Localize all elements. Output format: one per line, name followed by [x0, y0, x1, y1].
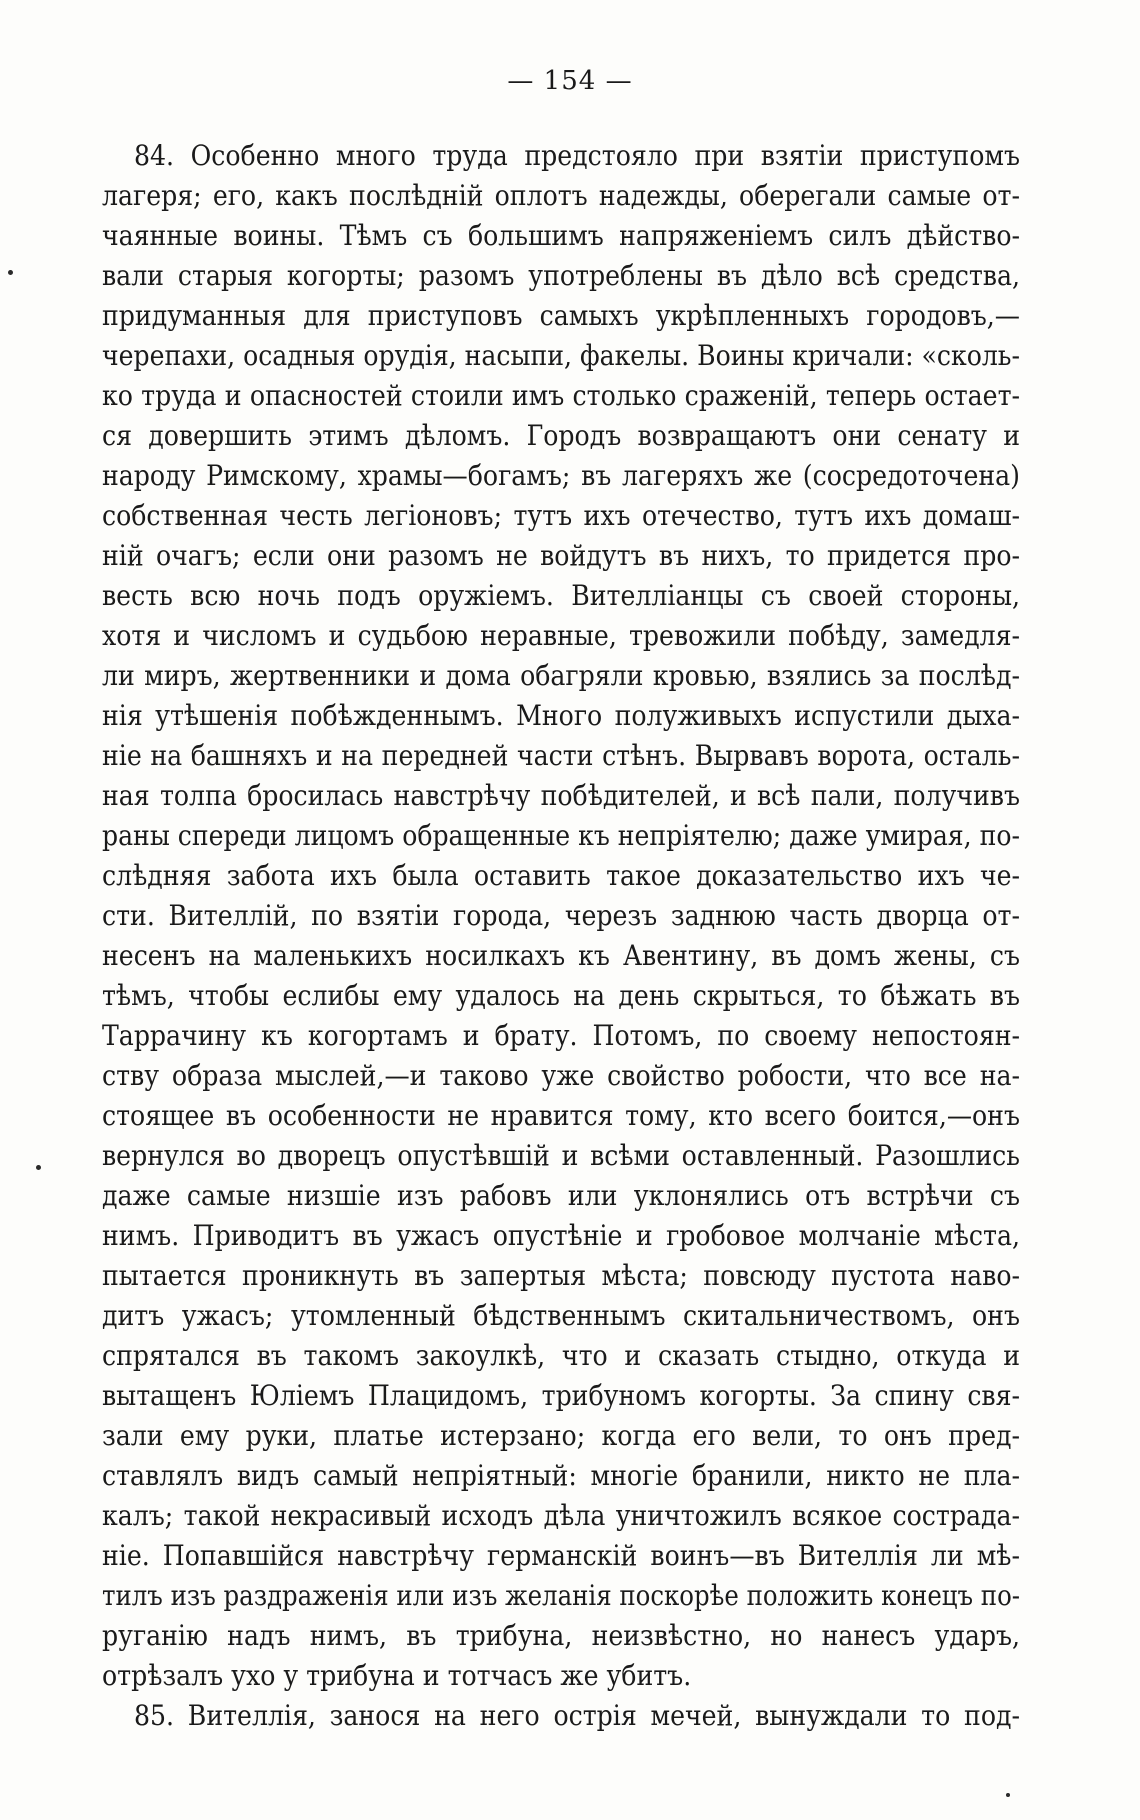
text-line: зали ему руки, платье истерзано; когда его вели, то онъ пред-	[102, 1419, 1020, 1452]
text-line: Таррачину къ когортамъ и брату. Потомъ, по своему непостоян-	[102, 1019, 1020, 1052]
text-line: стоящее въ особенности не нравится тому, кто всего боится,—онъ	[102, 1099, 1020, 1132]
text-line: ся довершить этимъ дѣломъ. Городъ возвращаютъ они сенату и	[102, 419, 1020, 452]
text-line: дитъ ужасъ; утомленный бѣдственнымъ скитальничествомъ, онъ	[102, 1299, 1020, 1332]
text-line: калъ; такой некрасивый исходъ дѣла уничтожилъ всякое сострада-	[102, 1499, 1020, 1532]
text-line: черепахи, осадныя орудія, насыпи, факелы. Воины кричали: «сколь-	[102, 339, 1020, 372]
text-line: слѣдняя забота ихъ была оставить такое доказательство ихъ че-	[102, 859, 1020, 892]
text-line: отрѣзалъ ухо у трибуна и тотчасъ же убитъ.	[102, 1659, 692, 1692]
text-line: 85. Вителлія, занося на него острія мечей, вынуждали то под-	[134, 1699, 1020, 1732]
text-line: тѣмъ, чтобы еслибы ему удалось на день скрыться, то бѣжать въ	[102, 979, 1020, 1012]
text-line: хотя и числомъ и судьбою неравные, тревожили побѣду, замедля-	[102, 619, 1020, 652]
text-line: придуманныя для приступовъ самыхъ укрѣпленныхъ городовъ,—	[102, 299, 1020, 332]
text-line: пытается проникнуть въ запертыя мѣста; повсюду пустота наво-	[102, 1259, 1020, 1292]
text-line: даже самые низшіе изъ рабовъ или уклонялись отъ встрѣчи съ	[102, 1179, 1020, 1212]
stray-mark	[8, 270, 13, 275]
page-number: — 154 —	[507, 66, 633, 96]
text-line: руганію надъ нимъ, въ трибуна, неизвѣстно, но нанесъ ударъ,	[102, 1619, 1020, 1652]
text-line: вернулся во дворецъ опустѣвшій и всѣми оставленный. Разошлись	[102, 1139, 1020, 1172]
stray-mark	[36, 1165, 41, 1170]
text-line: лагеря; его, какъ послѣдній оплотъ надежды, оберегали самые от-	[102, 179, 1020, 212]
text-line: спрятался въ такомъ закоулкѣ, что и сказать стыдно, откуда и	[102, 1339, 1020, 1372]
text-line: вали старыя когорты; разомъ употреблены въ дѣло всѣ средства,	[102, 259, 1020, 292]
text-line: ная толпа бросилась навстрѣчу побѣдителей, и всѣ пали, получивъ	[102, 779, 1020, 812]
text-line: ли миръ, жертвенники и дома обагряли кровью, взялись за послѣд-	[102, 659, 1020, 692]
text-line: сти. Вителлій, по взятіи города, черезъ заднюю часть дворца от-	[102, 899, 1020, 932]
text-line: тилъ изъ раздраженія или изъ желанія поскорѣе положить конецъ по-	[102, 1579, 1021, 1612]
paragraph-85	[102, 1696, 1020, 1736]
text-body	[102, 136, 1020, 1736]
text-line: ству образа мыслей,—и таково уже свойство робости, что все на-	[102, 1059, 1020, 1092]
text-line: ніе. Попавшійся навстрѣчу германскій воинъ—въ Вителлія ли мѣ-	[102, 1539, 1020, 1572]
text-line: народу Римскому, храмы—богамъ; въ лагеряхъ же (сосредоточена)	[102, 459, 1020, 492]
text-line: собственная честь легіоновъ; тутъ ихъ отечество, тутъ ихъ домаш-	[102, 499, 1020, 532]
text-line: весть всю ночь подъ оружіемъ. Вителліанцы съ своей стороны,	[102, 579, 1020, 612]
text-line: раны спереди лицомъ обращенные къ непріятелю; даже умирая, по-	[102, 819, 1020, 852]
stray-mark	[1006, 1793, 1010, 1797]
text-line: чаянные воины. Тѣмъ съ большимъ напряженіемъ силъ дѣйство-	[102, 219, 1020, 252]
paragraph-84	[102, 136, 1020, 1696]
text-line: ніе на башняхъ и на передней части стѣнъ. Вырвавъ ворота, осталь-	[102, 739, 1020, 772]
text-line: несенъ на маленькихъ носилкахъ къ Авентину, въ домъ жены, съ	[102, 939, 1020, 972]
text-line: вытащенъ Юліемъ Плацидомъ, трибуномъ когорты. За спину свя-	[102, 1379, 1020, 1412]
text-line: 84. Особенно много труда предстояло при взятіи приступомъ	[134, 139, 1020, 172]
text-line: ко труда и опасностей стоили имъ столько сраженій, теперь остает-	[102, 379, 1020, 412]
text-line: ставлялъ видъ самый непріятный: многіе бранили, никто не пла-	[102, 1459, 1020, 1492]
text-line: нимъ. Приводитъ въ ужасъ опустѣніе и гробовое молчаніе мѣста,	[102, 1219, 1020, 1252]
text-line: ній очагъ; если они разомъ не войдутъ въ нихъ, то придется про-	[102, 539, 1020, 572]
text-line: нія утѣшенія побѣжденнымъ. Много полуживыхъ испустили дыха-	[102, 699, 1020, 732]
